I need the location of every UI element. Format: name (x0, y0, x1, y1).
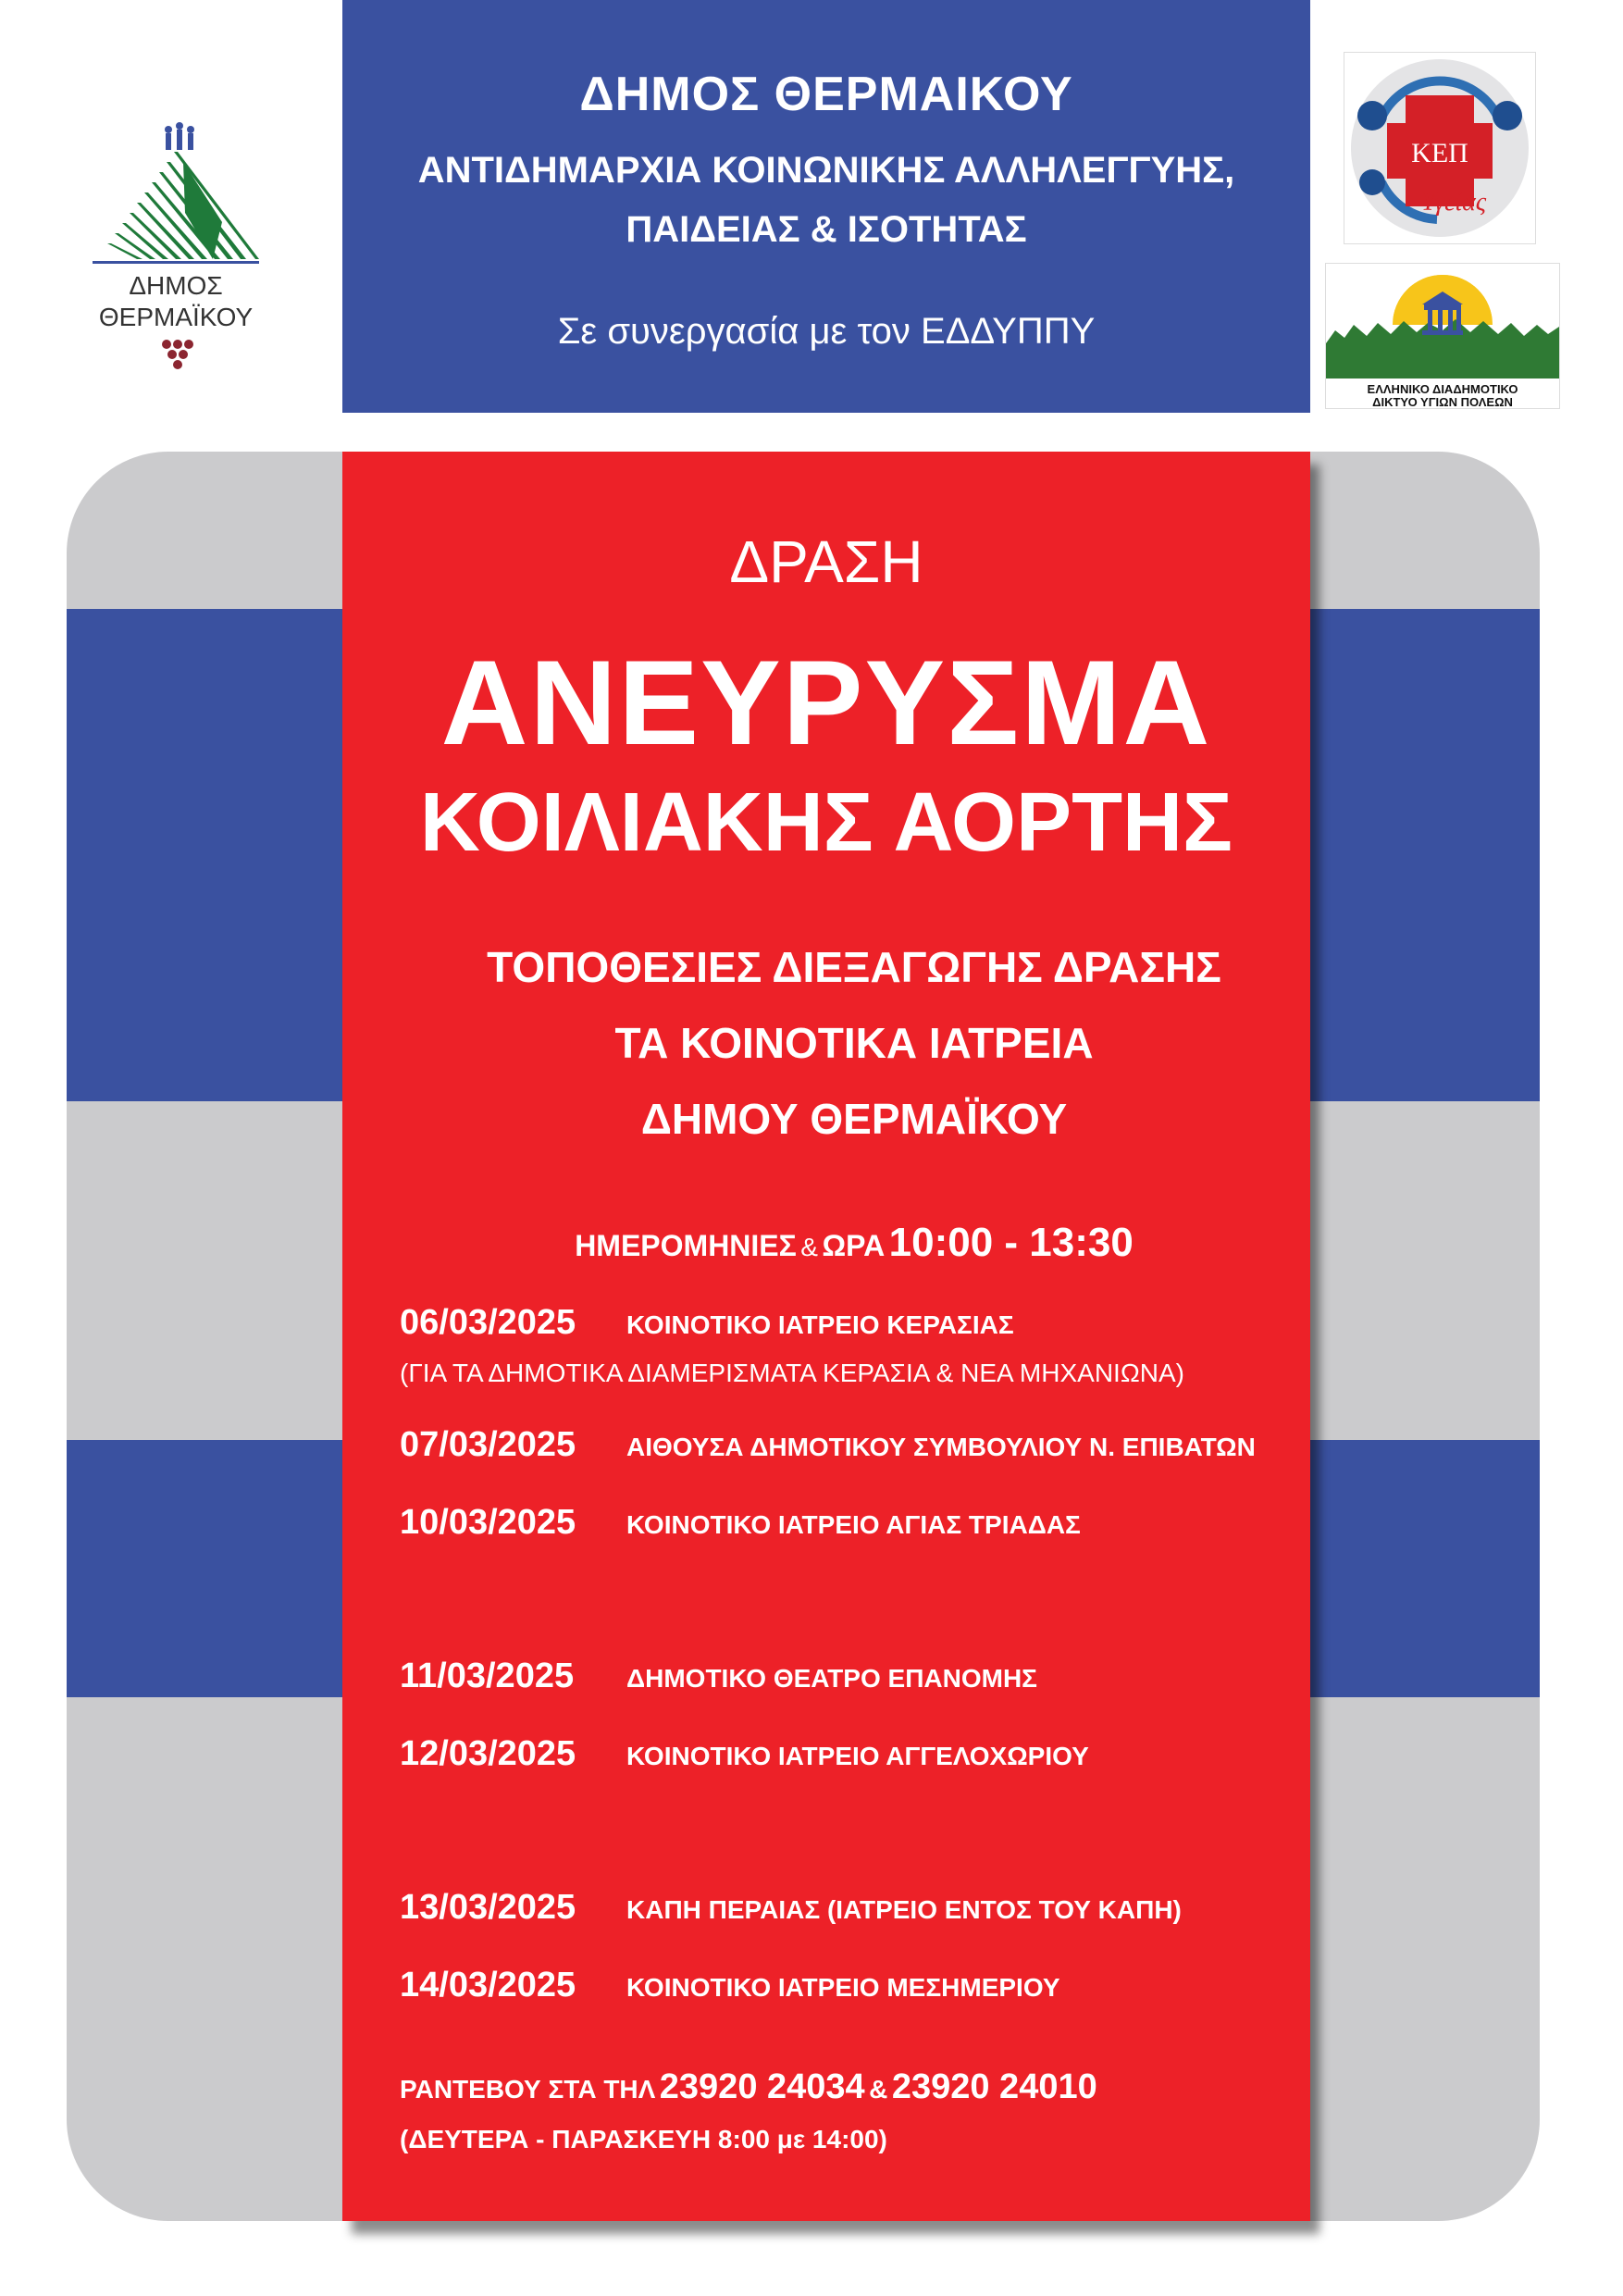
dates-hours-line (342, 1220, 1310, 1266)
schedule-date: 07/03/2025 (400, 1425, 576, 1464)
locations-heading-line3: ΔΗΜΟΥ ΘΕΡΜΑΪΚΟΥ (640, 1095, 1068, 1143)
header-partner: Σε συνεργασία με τον ΕΔΔΥΠΠΥ (557, 311, 1096, 352)
phone-number-1: 23920 24034 (659, 2067, 865, 2106)
header-subtitle-line1: ΑΝΤΙΔΗΜΑΡΧΙΑ ΚΟΙΝΩΝΙΚΗΣ ΑΛΛΗΛΕΓΓΥΗΣ, (417, 150, 1235, 191)
header-title: ΔΗΜΟΣ ΘΕΡΜΑΙΚΟΥ (579, 68, 1073, 121)
schedule-place: ΚΟΙΝΟΤΙΚΟ ΙΑΤΡΕΙΟ ΑΓΓΕΛΟΧΩΡΙΟΥ (626, 1742, 1089, 1770)
hours-label: ΗΜΕΡΟΜΗΝΙΕΣ (575, 1229, 797, 1262)
schedule-row (400, 1734, 1292, 1774)
municipality-logo (74, 111, 278, 389)
phone-number-2: 23920 24010 (891, 2067, 1097, 2106)
phone-ampersand: & (869, 2075, 888, 2104)
schedule-place: ΚΟΙΝΟΤΙΚΟ ΙΑΤΡΕΙΟ ΑΓΙΑΣ ΤΡΙΑΔΑΣ (626, 1510, 1081, 1539)
hours-label2: ΩΡΑ (822, 1229, 886, 1262)
schedule-place: ΚΑΠΗ ΠΕΡΑΙΑΣ (ΙΑΤΡΕΙΟ ΕΝΤΟΣ ΤΟΥ ΚΑΠΗ) (626, 1895, 1182, 1924)
kep-logo-text: ΚΕΠ (1411, 138, 1468, 168)
schedule-date: 11/03/2025 (400, 1657, 575, 1695)
hours-value: 10:00 - 13:30 (888, 1220, 1134, 1265)
kep-health-logo (1344, 52, 1536, 244)
locations-heading-line1: ΤΟΠΟΘΕΣΙΕΣ ΔΙΕΞΑΓΩΓΗΣ ΔΡΑΣΗΣ (487, 943, 1221, 991)
action-label: ΔΡΑΣΗ (729, 528, 923, 595)
healthy-cities-network-logo (1325, 263, 1560, 409)
event-panel (342, 452, 1310, 2221)
schedule-note: (ΓΙΑ ΤΑ ΔΗΜΟΤΙΚΑ ΔΙΑΜΕΡΙΣΜΑΤΑ ΚΕΡΑΣΙΑ & ΝΕΑ ΜΗΧΑΝΙΩΝΑ) (400, 1359, 1184, 1387)
municipality-logo-line1: ΔΗΜΟΣ (129, 271, 223, 300)
appointment-phones (400, 2067, 1097, 2107)
network-logo-line2: ΔΙΚΤΥΟ ΥΓΙΩΝ ΠΟΛΕΩΝ (1372, 395, 1513, 408)
schedule-place: ΔΗΜΟΤΙΚΟ ΘΕΑΤΡΟ ΕΠΑΝΟΜΗΣ (626, 1664, 1037, 1693)
header-banner (342, 0, 1310, 413)
schedule-place: ΚΟΙΝΟΤΙΚΟ ΙΑΤΡΕΙΟ ΚΕΡΑΣΙΑΣ (626, 1310, 1014, 1339)
schedule-row (400, 1657, 1292, 1696)
municipality-logo-line2: ΘΕΡΜΑΪΚΟΥ (98, 303, 254, 331)
schedule-row (400, 1966, 1292, 2005)
header-subtitle-line2: ΠΑΙΔΕΙΑΣ & ΙΣΟΤΗΤΑΣ (626, 209, 1027, 250)
schedule-place: ΑΙΘΟΥΣΑ ΔΗΜΟΤΙΚΟΥ ΣΥΜΒΟΥΛΙΟΥ Ν. ΕΠΙΒΑΤΩΝ (626, 1433, 1256, 1461)
event-title-line2: ΚΟΙΛΙΑΚΗΣ ΑΟΡΤΗΣ (419, 776, 1233, 869)
schedule-row (400, 1503, 1292, 1543)
kep-logo-script: Υγείας (1420, 188, 1487, 217)
network-logo-line1: ΕΛΛΗΝΙΚΟ ΔΙΑΔΗΜΟΤΙΚΟ (1367, 382, 1518, 396)
locations-heading-line2: ΤΑ ΚΟΙΝΟΤΙΚΑ ΙΑΤΡΕΙΑ (614, 1019, 1094, 1067)
office-hours: (ΔΕΥΤΕΡΑ - ΠΑΡΑΣΚΕΥΗ 8:00 με 14:00) (400, 2125, 887, 2153)
schedule-row (400, 1888, 1292, 1928)
schedule-date: 12/03/2025 (400, 1734, 576, 1773)
hours-ampersand: & (800, 1233, 818, 1261)
schedule-date: 14/03/2025 (400, 1966, 576, 2004)
phone-label: ΡΑΝΤΕΒΟΥ ΣΤΑ ΤΗΛ (400, 2075, 656, 2104)
schedule-place: ΚΟΙΝΟΤΙΚΟ ΙΑΤΡΕΙΟ ΜΕΣΗΜΕΡΙΟΥ (626, 1973, 1060, 2002)
schedule-row (400, 1425, 1292, 1465)
schedule-date: 13/03/2025 (400, 1888, 576, 1927)
event-title-line1: ΑΝΕΥΡΥΣΜΑ (440, 635, 1212, 770)
schedule-row (400, 1303, 1292, 1343)
schedule-date: 10/03/2025 (400, 1503, 576, 1542)
schedule-date: 06/03/2025 (400, 1303, 576, 1342)
